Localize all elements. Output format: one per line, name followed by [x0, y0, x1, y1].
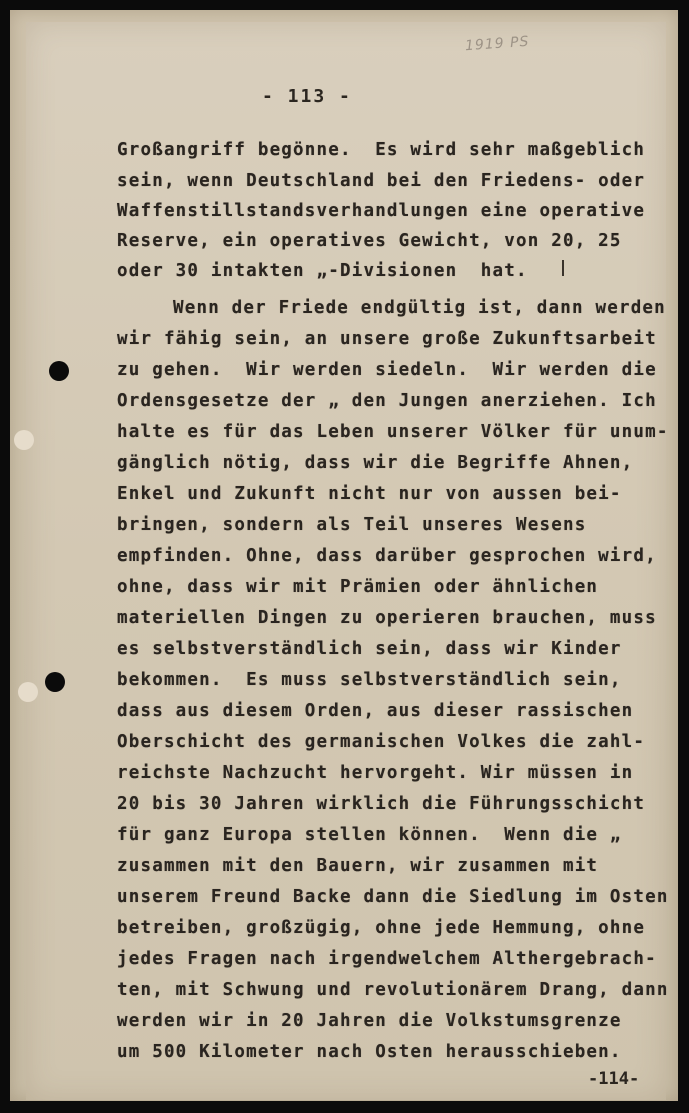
text-line: für ganz Europa stellen können. Wenn die „	[117, 825, 622, 845]
punch-hole	[18, 682, 38, 702]
text-line: Enkel und Zukunft nicht nur von aussen bei-	[117, 484, 622, 504]
page-number: - 113 -	[262, 86, 352, 107]
text-line: halte es für das Leben unserer Völker für unum-	[117, 422, 669, 442]
text-line: Oberschicht des germanischen Volkes die zahl-	[117, 732, 646, 752]
text-line: zu gehen. Wir werden siedeln. Wir werden die	[117, 360, 657, 380]
text-line: zusammen mit den Bauern, wir zusammen mit	[117, 856, 599, 876]
text-line: jedes Fragen nach irgendwelchem Althergebrach-	[117, 949, 657, 969]
text-line: Reserve, ein operatives Gewicht, von 20, 25	[117, 231, 622, 251]
archive-pencil-mark: 1919 PS	[464, 33, 530, 55]
text-line: reichste Nachzucht hervorgeht. Wir müssen in	[117, 763, 634, 783]
next-page-marker: -114-	[588, 1069, 640, 1089]
text-line: werden wir in 20 Jahren die Volkstumsgrenze	[117, 1011, 622, 1031]
text-line: ohne, dass wir mit Prämien oder ähnlichen	[117, 577, 599, 597]
text-line: gänglich nötig, dass wir die Begriffe Ahnen,	[117, 453, 634, 473]
text-line: Großangriff begönne. Es wird sehr maßgeblich	[117, 140, 646, 160]
text-line: ten, mit Schwung und revolutionärem Drang, dann	[117, 980, 669, 1000]
text-line: 20 bis 30 Jahren wirklich die Führungsschicht	[117, 794, 646, 814]
text-line: es selbstverständlich sein, dass wir Kinder	[117, 639, 622, 659]
text-line: dass aus diesem Orden, aus dieser rassischen	[117, 701, 634, 721]
text-line: bekommen. Es muss selbstverständlich sein,	[117, 670, 622, 690]
text-line: oder 30 intakten „-Divisionen hat.	[117, 261, 528, 281]
text-line: empfinden. Ohne, dass darüber gesprochen wird,	[117, 546, 657, 566]
text-line: wir fähig sein, an unsere große Zukunftsarbeit	[117, 329, 657, 349]
text-line: betreiben, großzügig, ohne jede Hemmung, ohne	[117, 918, 646, 938]
text-line: um 500 Kilometer nach Osten herausschieben.	[117, 1042, 622, 1062]
text-line: materiellen Dingen zu operieren brauchen, muss	[117, 608, 657, 628]
text-line: sein, wenn Deutschland bei den Friedens- oder	[117, 171, 646, 191]
punch-hole	[45, 672, 65, 692]
text-line: unserem Freund Backe dann die Siedlung im Osten	[117, 887, 669, 907]
text-line: Waffenstillstandsverhandlungen eine operative	[117, 201, 646, 221]
margin-pen-mark	[562, 260, 564, 276]
punch-hole	[49, 361, 69, 381]
text-line: Ordensgesetze der „ den Jungen anerziehen. Ich	[117, 391, 657, 411]
text-line: Wenn der Friede endgültig ist, dann werden	[173, 298, 666, 318]
punch-hole	[14, 430, 34, 450]
text-line: bringen, sondern als Teil unseres Wesens	[117, 515, 587, 535]
